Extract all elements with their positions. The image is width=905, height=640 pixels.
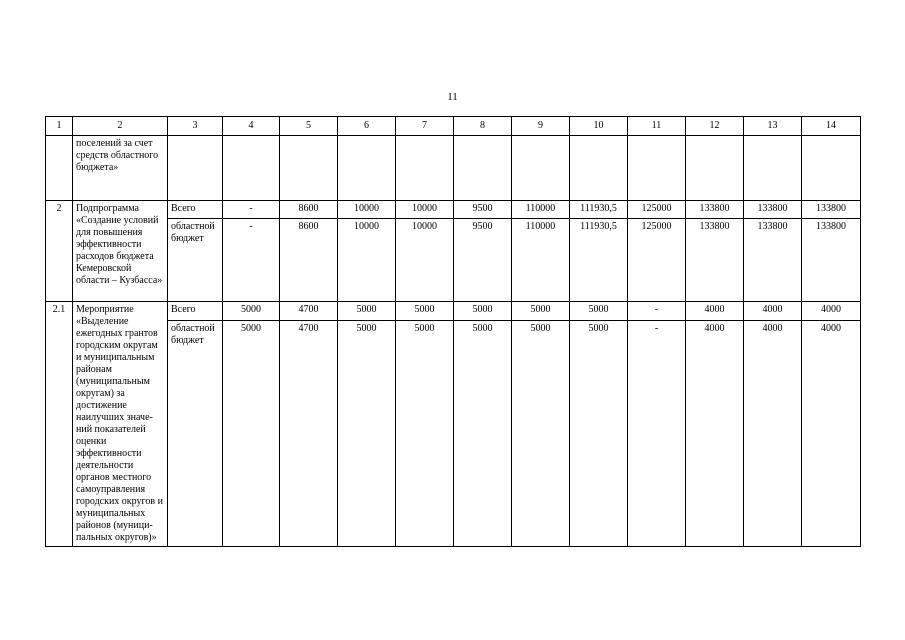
value-cell: -	[223, 219, 280, 302]
value-cell: 110000	[512, 201, 570, 219]
column-header: 13	[744, 117, 802, 136]
funding-type-cell: Всего	[168, 201, 223, 219]
value-cell: -	[628, 320, 686, 546]
value-cell	[570, 136, 628, 201]
value-cell: 111930,5	[570, 201, 628, 219]
value-cell: 4700	[280, 302, 338, 321]
value-cell: 133800	[802, 219, 861, 302]
funding-type-cell: областной бюджет	[168, 320, 223, 546]
item-name-cell: Мероприятие «Выделение ежегодных грантов городским округам и муниципальным районам (муниципальным округам) за достижение наилучших значе-ний показателей оценки эффективности деятельности органов местного самоуправления городских округов и муниципальных районов (муници-пальных округов)»	[73, 302, 168, 547]
row-number-cell: 2	[46, 201, 73, 302]
value-cell: 5000	[338, 302, 396, 321]
value-cell: 5000	[338, 320, 396, 546]
value-cell: 133800	[686, 201, 744, 219]
column-header: 14	[802, 117, 861, 136]
value-cell: 10000	[396, 201, 454, 219]
value-cell	[744, 136, 802, 201]
value-cell: 8600	[280, 201, 338, 219]
value-cell: 133800	[686, 219, 744, 302]
value-cell: 133800	[744, 201, 802, 219]
value-cell: 4000	[744, 302, 802, 321]
table-row	[46, 320, 861, 546]
value-cell: 4000	[686, 302, 744, 321]
value-cell: 4000	[802, 302, 861, 321]
value-cell: 5000	[454, 320, 512, 546]
funding-type-cell	[168, 136, 223, 201]
value-cell	[396, 136, 454, 201]
value-cell: 4000	[744, 320, 802, 546]
funding-type-cell: Всего	[168, 302, 223, 321]
column-header: 12	[686, 117, 744, 136]
column-header: 2	[73, 117, 168, 136]
value-cell	[280, 136, 338, 201]
funding-type-cell: областной бюджет	[168, 219, 223, 302]
column-header: 11	[628, 117, 686, 136]
value-cell: 5000	[396, 320, 454, 546]
value-cell: 10000	[338, 201, 396, 219]
value-cell	[338, 136, 396, 201]
column-header: 4	[223, 117, 280, 136]
value-cell: -	[628, 302, 686, 321]
value-cell: 110000	[512, 219, 570, 302]
column-header: 5	[280, 117, 338, 136]
value-cell: -	[223, 201, 280, 219]
value-cell: 133800	[744, 219, 802, 302]
value-cell: 5000	[223, 302, 280, 321]
value-cell: 125000	[628, 201, 686, 219]
value-cell	[628, 136, 686, 201]
value-cell: 5000	[396, 302, 454, 321]
item-name-cell: поселений за счет средств областного бюджета»	[73, 136, 168, 201]
column-header: 10	[570, 117, 628, 136]
row-number-cell	[46, 136, 73, 201]
value-cell: 5000	[512, 320, 570, 546]
value-cell: 4000	[802, 320, 861, 546]
column-header: 9	[512, 117, 570, 136]
value-cell: 10000	[396, 219, 454, 302]
value-cell	[454, 136, 512, 201]
value-cell: 4000	[686, 320, 744, 546]
column-header: 1	[46, 117, 73, 136]
row-number-cell: 2.1	[46, 302, 73, 547]
value-cell	[802, 136, 861, 201]
column-header: 3	[168, 117, 223, 136]
value-cell: 9500	[454, 201, 512, 219]
column-header: 8	[454, 117, 512, 136]
value-cell: 125000	[628, 219, 686, 302]
table-row	[46, 302, 861, 321]
value-cell: 5000	[454, 302, 512, 321]
value-cell: 4700	[280, 320, 338, 546]
table-row	[46, 219, 861, 302]
column-number-row	[46, 117, 861, 136]
column-header: 7	[396, 117, 454, 136]
item-name-cell: Подпрограмма «Создание условий для повышения эффективности расходов бюджета Кемеровской области – Кузбасса»	[73, 201, 168, 302]
budget-table	[45, 116, 861, 547]
table-row	[46, 136, 861, 201]
value-cell: 10000	[338, 219, 396, 302]
value-cell: 5000	[512, 302, 570, 321]
column-header: 6	[338, 117, 396, 136]
value-cell: 9500	[454, 219, 512, 302]
value-cell: 133800	[802, 201, 861, 219]
value-cell: 5000	[223, 320, 280, 546]
value-cell	[686, 136, 744, 201]
value-cell	[223, 136, 280, 201]
value-cell: 5000	[570, 302, 628, 321]
value-cell: 8600	[280, 219, 338, 302]
value-cell: 5000	[570, 320, 628, 546]
page-number: 11	[447, 91, 458, 103]
value-cell: 111930,5	[570, 219, 628, 302]
value-cell	[512, 136, 570, 201]
table-row	[46, 201, 861, 219]
